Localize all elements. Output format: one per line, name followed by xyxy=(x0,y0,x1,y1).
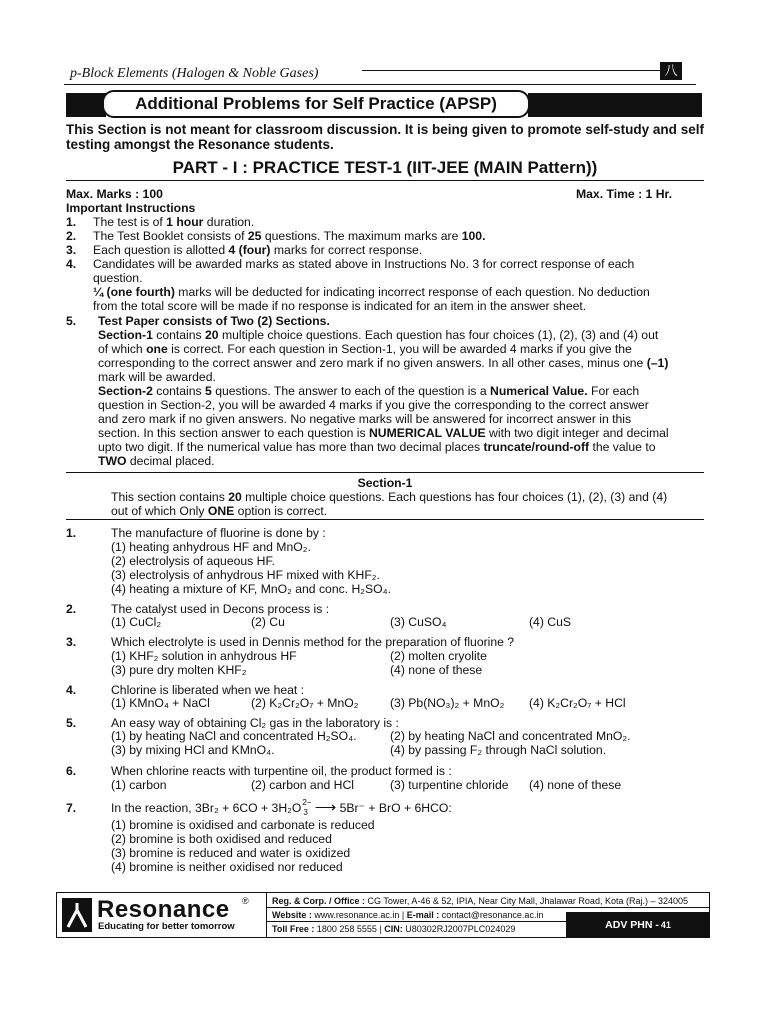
instr-num-5: 5. xyxy=(66,314,77,328)
banner-title: Additional Problems for Self Practice (APSP) xyxy=(102,90,530,118)
option: (1) KHF₂ solution in anhydrous HF xyxy=(111,649,297,663)
footer-contact: Website : www.resonance.ac.in | E-mail : contact@resonance.ac.in xyxy=(272,910,544,920)
option: (3) turpentine chloride xyxy=(390,778,509,792)
option: (4) none of these xyxy=(529,778,622,792)
instruction-1: The test is of 1 hour duration. xyxy=(93,215,255,229)
option: (1) heating anhydrous HF and MnO₂. xyxy=(111,540,311,554)
question-4: Chlorine is liberated when we heat : xyxy=(111,683,305,697)
max-time: Max. Time : 1 Hr. xyxy=(576,187,672,201)
option: (3) CuSO₄ xyxy=(390,615,447,629)
question-2: The catalyst used in Decons process is : xyxy=(111,602,330,616)
reaction-arrow-icon: ⟶ xyxy=(314,799,337,816)
question-number: 4. xyxy=(66,683,77,697)
running-title: p-Block Elements (Halogen & Noble Gases) xyxy=(70,66,319,81)
option: (1) carbon xyxy=(111,778,167,792)
option: (3) pure dry molten KHF₂ xyxy=(111,663,247,677)
footer-row-rule xyxy=(266,921,566,922)
option: (1) CuCl₂ xyxy=(111,615,162,629)
question-7-options xyxy=(111,818,375,874)
option: (1) bromine is oxidised and carbonate is reduced xyxy=(111,818,375,832)
question-number: 2. xyxy=(66,602,77,616)
option: (2) carbon and HCl xyxy=(251,778,354,792)
part-rule xyxy=(66,180,704,181)
option: (2) by heating NaCl and concentrated MnO₂. xyxy=(390,729,631,743)
instructions-heading: Important Instructions xyxy=(66,201,196,215)
question-6: When chlorine reacts with turpentine oil, the product formed is : xyxy=(111,764,452,778)
option: (4) heating a mixture of KF, MnO₂ and conc. H₂SO₄. xyxy=(111,582,391,596)
banner-right-bar xyxy=(528,93,702,117)
part-title: PART - I : PRACTICE TEST-1 (IIT-JEE (MAIN Pattern)) xyxy=(172,158,598,177)
banner-left-bar xyxy=(66,93,106,117)
option: (2) bromine is both oxidised and reduced xyxy=(111,832,332,846)
option: (4) by passing F₂ through NaCl solution. xyxy=(390,743,607,757)
resonance-logo xyxy=(62,896,258,934)
instr-num-1: 1. xyxy=(66,215,77,229)
instruction-5: Test Paper consists of Two (2) Sections. xyxy=(98,314,330,328)
section-1-rules: Section-1 contains 20 multiple choice questions. Each question has four choices (1), (2), (3) and (4) out of which one is correct. For each question in Section-1, you will be awarded 4 marks if you give the corresponding to the correct answer and zero mark if no given answers. In all other cases, minus one (–1) mark will be awarded. xyxy=(98,328,669,384)
footer-divider xyxy=(266,892,267,938)
question-number: 1. xyxy=(66,526,77,540)
section-1-heading: Section-1 xyxy=(357,476,413,490)
registered-mark: ® xyxy=(242,896,249,906)
question-number: 3. xyxy=(66,635,77,649)
instruction-2: The Test Booklet consists of 25 questions. The maximum marks are 100. xyxy=(93,229,486,243)
option: (3) Pb(NO₃)₂ + MnO₂ xyxy=(390,696,505,710)
option: (4) CuS xyxy=(529,615,571,629)
option: (3) bromine is reduced and water is oxidized xyxy=(111,846,351,860)
question-number: 7. xyxy=(66,801,77,815)
option: (4) bromine is neither oxidised nor reduced xyxy=(111,860,343,874)
instruction-4: Candidates will be awarded marks as stated above in Instructions No. 3 for correct response of each question. ¼ (one fourth) marks will be deducted for indicating incorrect response of each question. No deduction from the total score will be made if no response is indicated for an item in the answer sheet. xyxy=(93,257,650,313)
tagline: Educating for better tomorrow xyxy=(98,921,235,932)
question-number: 6. xyxy=(66,764,77,778)
option: (2) Cu xyxy=(251,615,285,629)
option: (4) none of these xyxy=(390,663,483,677)
brand-name: Resonance xyxy=(97,896,230,923)
instr-num-2: 2. xyxy=(66,229,77,243)
section-2-rules: Section-2 contains 5 questions. The answer to each of the question is a Numerical Value. For each question in Section-2, you will be awarded 4 marks if you give the corresponding to the correct answer and zero mark if no given answers. No negative marks will be answered for incorrect answer in this section. In this section answer to each question is NUMERICAL VALUE with two digit integer and decimal upto two digit. If the numerical value has more than two decimal places truncate/round-off the value to TWO decimal placed. xyxy=(98,384,669,468)
question-number: 5. xyxy=(66,716,77,730)
instr-num-3: 3. xyxy=(66,243,77,257)
option: (3) electrolysis of anhydrous HF mixed with KHF₂. xyxy=(111,568,380,582)
instr-num-4: 4. xyxy=(66,257,77,271)
question-3: Which electrolyte is used in Dennis method for the preparation of fluorine ? xyxy=(111,635,515,649)
header-top-rule xyxy=(362,70,660,71)
page-code: ADV PHN - 41 xyxy=(566,912,710,938)
resonance-mark-icon: 八 xyxy=(660,62,682,80)
option: (1) KMnO₄ + NaCl xyxy=(111,696,210,710)
section-1-description: This section contains 20 multiple choice questions. Each questions has four choices (1), (2), (3) and (4) out of which Only ONE option is correct. xyxy=(111,490,668,518)
footer-row-rule xyxy=(266,907,710,908)
question-7: In the reaction, 3Br₂ + 6CO + 3H₂O 2− 3 ⟶ 5Br⁻ + BrO + 6HCO: xyxy=(111,798,452,817)
section-1-rule xyxy=(66,519,704,520)
option: (1) by heating NaCl and concentrated H₂SO₄. xyxy=(111,729,357,743)
header-rule xyxy=(64,84,696,85)
section-rule xyxy=(66,472,704,473)
resonance-logo-icon xyxy=(62,898,92,932)
intro-paragraph: This Section is not meant for classroom discussion. It is being given to promote self-study and self testing amongst the Resonance students. xyxy=(66,122,704,152)
question-5: An easy way of obtaining Cl₂ gas in the laboratory is : xyxy=(111,716,399,730)
option: (2) electrolysis of aqueous HF. xyxy=(111,554,275,568)
instruction-3: Each question is allotted 4 (four) marks for correct response. xyxy=(93,243,423,257)
option: (2) K₂Cr₂O₇ + MnO₂ xyxy=(251,696,359,710)
option: (2) molten cryolite xyxy=(390,649,487,663)
option: (4) K₂Cr₂O₇ + HCl xyxy=(529,696,626,710)
footer-tollfree: Toll Free : 1800 258 5555 | CIN: U80302RJ2007PLC024029 xyxy=(272,924,516,934)
max-marks: Max. Marks : 100 xyxy=(66,187,163,201)
question-1: The manufacture of fluorine is done by : (1) heating anhydrous HF and MnO₂. (2) electrolysis of aqueous HF. (3) electrolysis of anhydrous HF mixed with KHF₂. (4) heating a mixture of KF, MnO₂ and conc. H₂SO₄. xyxy=(111,526,391,596)
footer-address: Reg. & Corp. / Office : CG Tower, A-46 & 52, IPIA, Near City Mall, Jhalawar Road, Kota (Raj.) – 324005 xyxy=(272,896,689,906)
option: (3) by mixing HCl and KMnO₄. xyxy=(111,743,275,757)
